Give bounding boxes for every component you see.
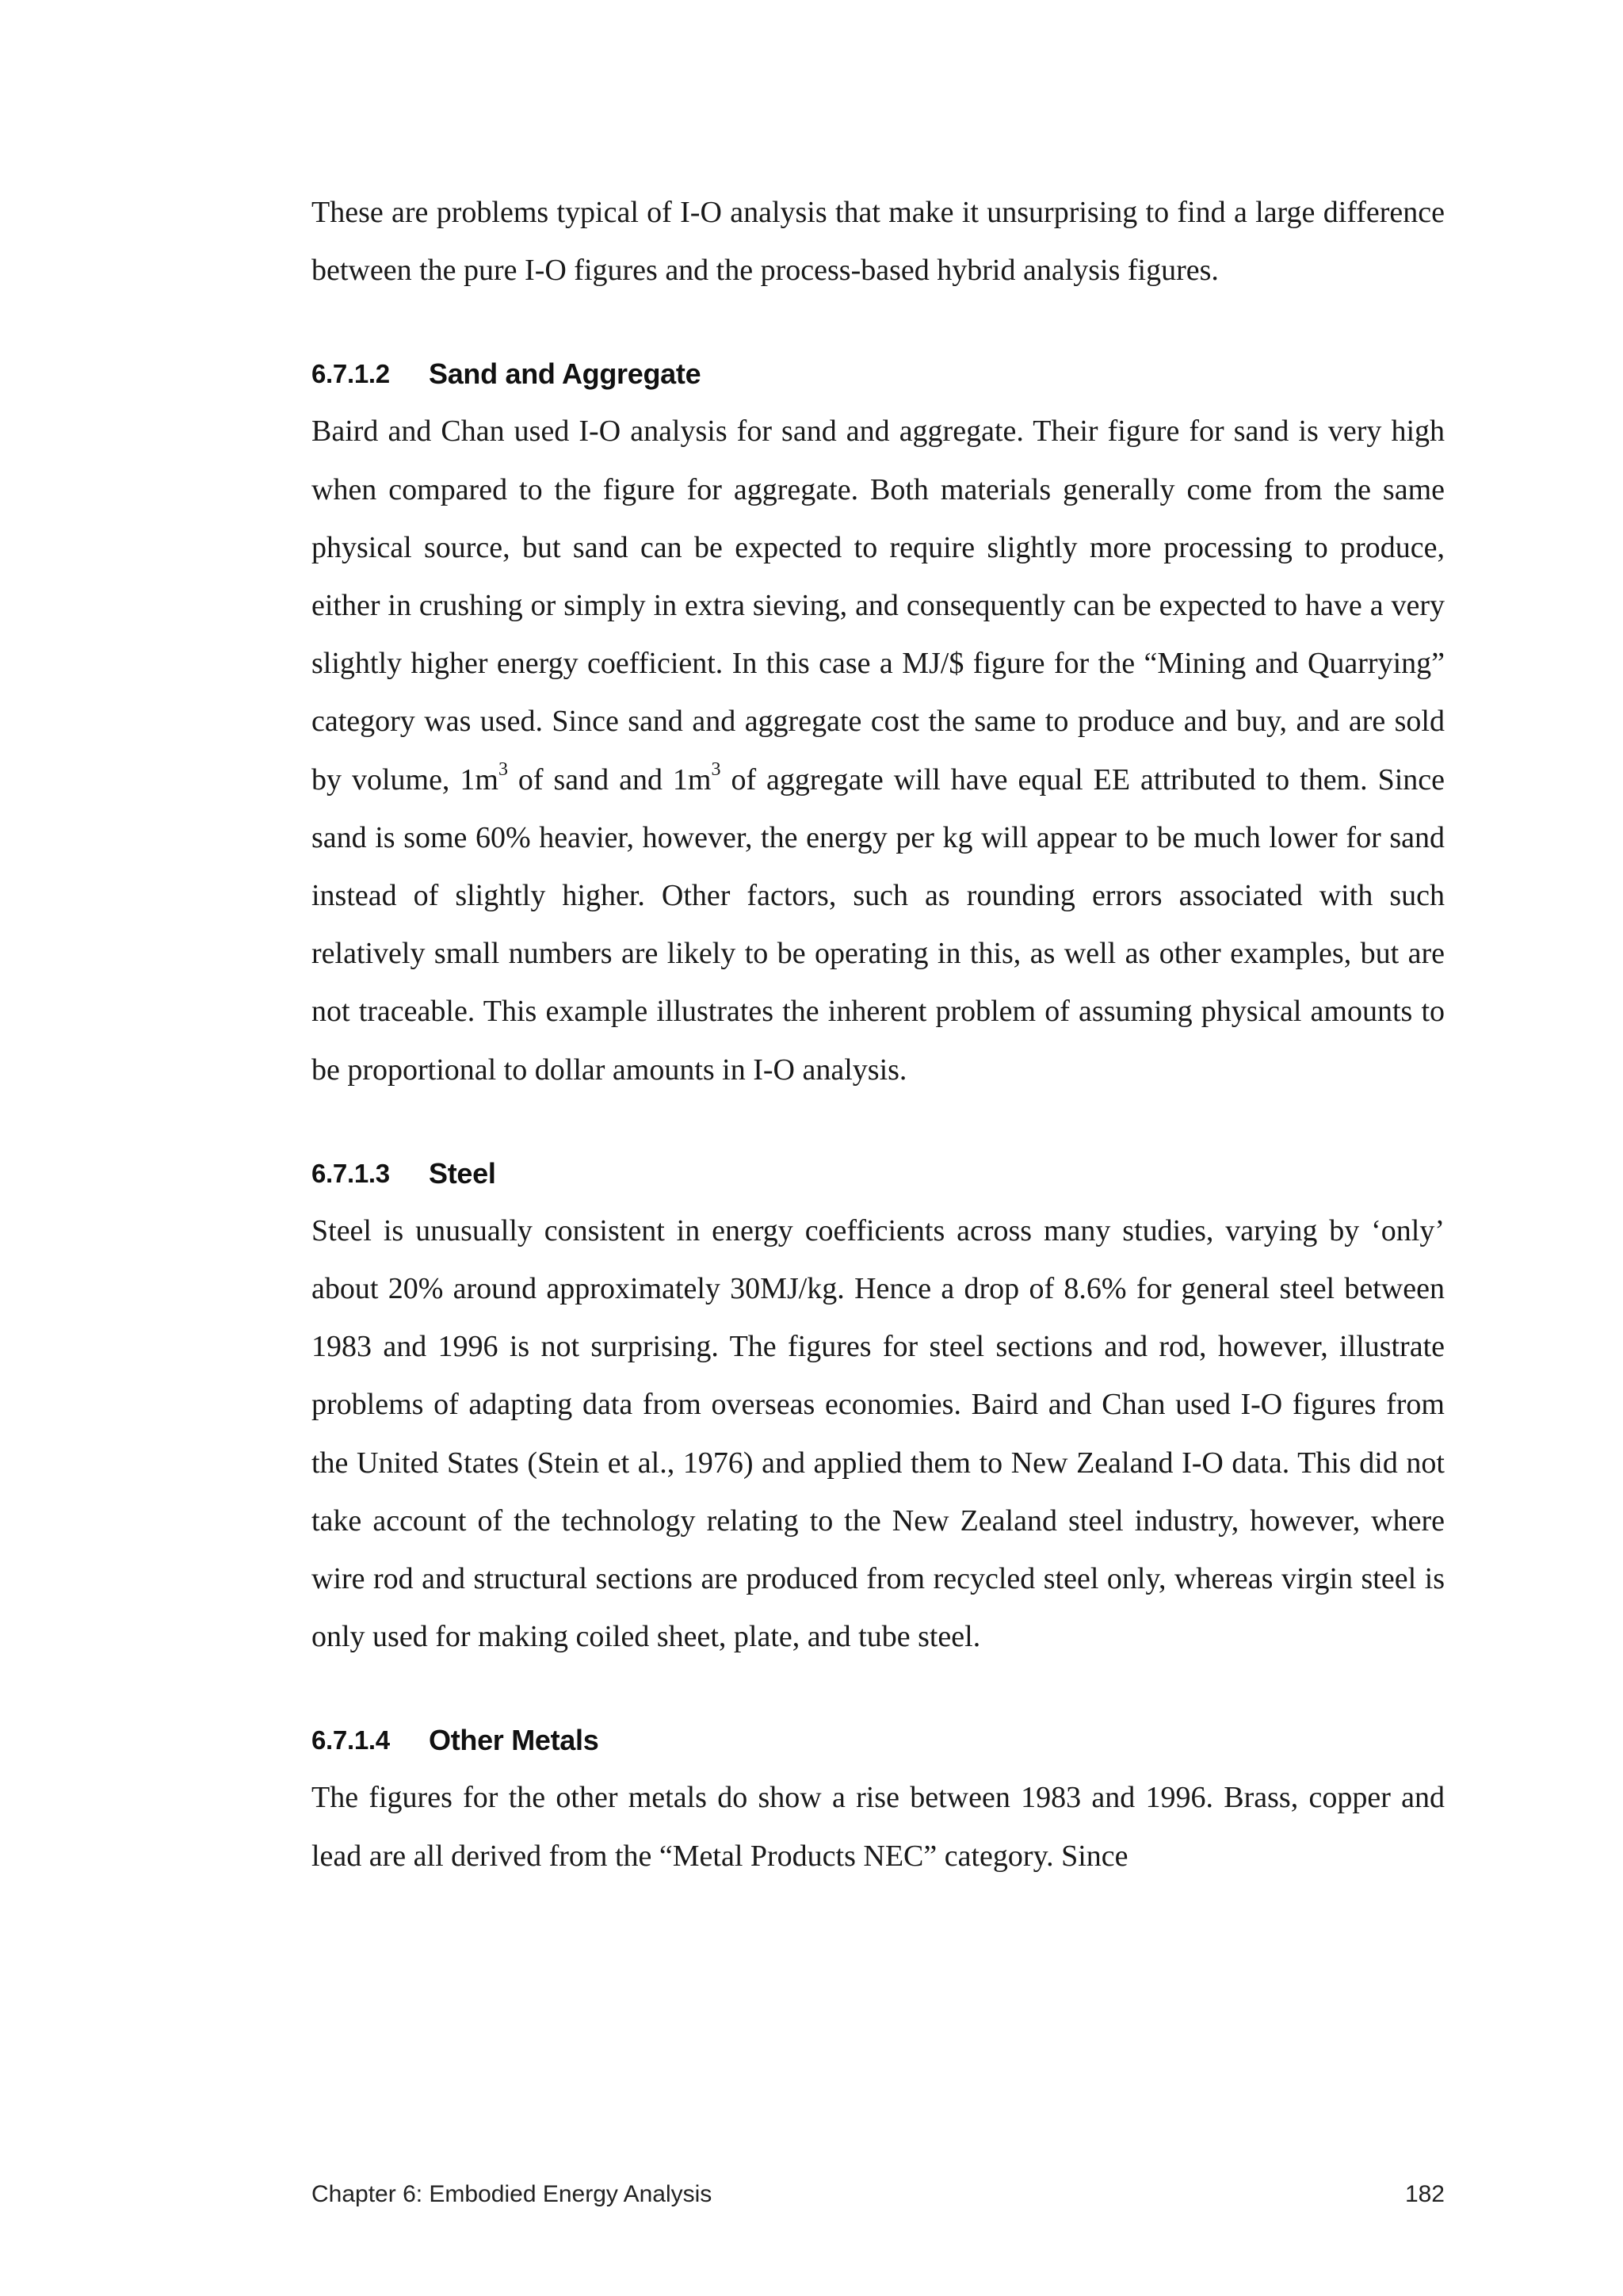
sand-aggregate-paragraph — [311, 403, 1445, 1098]
section-number: 6.7.1.2 — [311, 359, 390, 389]
section-steel — [311, 1144, 1445, 1667]
section-number: 6.7.1.3 — [311, 1158, 390, 1188]
section-heading — [311, 1144, 1445, 1202]
section-number: 6.7.1.4 — [311, 1725, 390, 1755]
page-body — [311, 184, 1445, 1885]
section-heading — [311, 1711, 1445, 1769]
section-sand-and-aggregate — [311, 345, 1445, 1098]
paragraph-text: Baird and Chan used I-O analysis for sand and aggregate. Their figure for sand is very high when compared to the figure for aggregate. Both materials generally come from the same physical source, but sand can be expected to require slightly more processing to produce, either in crushing or simply in extra sieving, and consequently can be expected to have a very slightly higher energy coefficient. In this case a MJ/$ figure for the “Mining and Quarrying” category was used. Since sand and aggregate cost the same to produce and buy, and are sold by volume, 1m — [311, 415, 1445, 797]
steel-paragraph: Steel is unusually consistent in energy coefficients across many studies, varying by ‘only’ about 20% around approximately 30MJ/kg. Hence a drop of 8.6% for general steel between 1983 and 1996 is not surprising. The figures for steel sections and rod, however, illustrate problems of adapting data from overseas economies. Baird and Chan used I-O figures from the United States (Stein et al., 1976) and applied them to New Zealand I-O data. This did not take account of the technology relating to the New Zealand steel industry, however, where wire rod and structural sections are produced from recycled steel only, whereas virgin steel is only used for making coiled sheet, plate, and tube steel. — [311, 1213, 1445, 1654]
paragraph-text: of aggregate will have equal EE attributed to them. Since sand is some 60% heavier, however, the energy per kg will appear to be much lower for sand instead of slightly higher. Other factors, such as rounding errors associated with such relatively small numbers are likely to be operating in this, as well as other examples, but are not traceable. This example illustrates the inherent problem of assuming physical amounts to be proportional to dollar amounts in I-O analysis. — [311, 762, 1445, 1087]
other-metals-paragraph: The figures for the other metals do show a rise between 1983 and 1996. Brass, copper and lead are all derived from the “Metal Products NEC” category. Since — [311, 1781, 1445, 1873]
section-other-metals — [311, 1711, 1445, 1885]
section-title: Other Metals — [429, 1724, 599, 1757]
paragraph-text: of sand and 1m — [507, 762, 712, 797]
section-heading — [311, 345, 1445, 403]
superscript: 3 — [498, 758, 508, 780]
section-title: Steel — [429, 1156, 496, 1190]
section-title: Sand and Aggregate — [429, 357, 701, 391]
intro-paragraph: These are problems typical of I-O analysis that make it unsurprising to find a large difference between the pure I-O figures and the process-based hybrid analysis figures. — [311, 196, 1445, 288]
footer-chapter-title: Chapter 6: Embodied Energy Analysis — [311, 2181, 712, 2207]
page-number: 182 — [1404, 2181, 1445, 2207]
superscript: 3 — [711, 758, 721, 780]
page-footer — [311, 2181, 1445, 2208]
